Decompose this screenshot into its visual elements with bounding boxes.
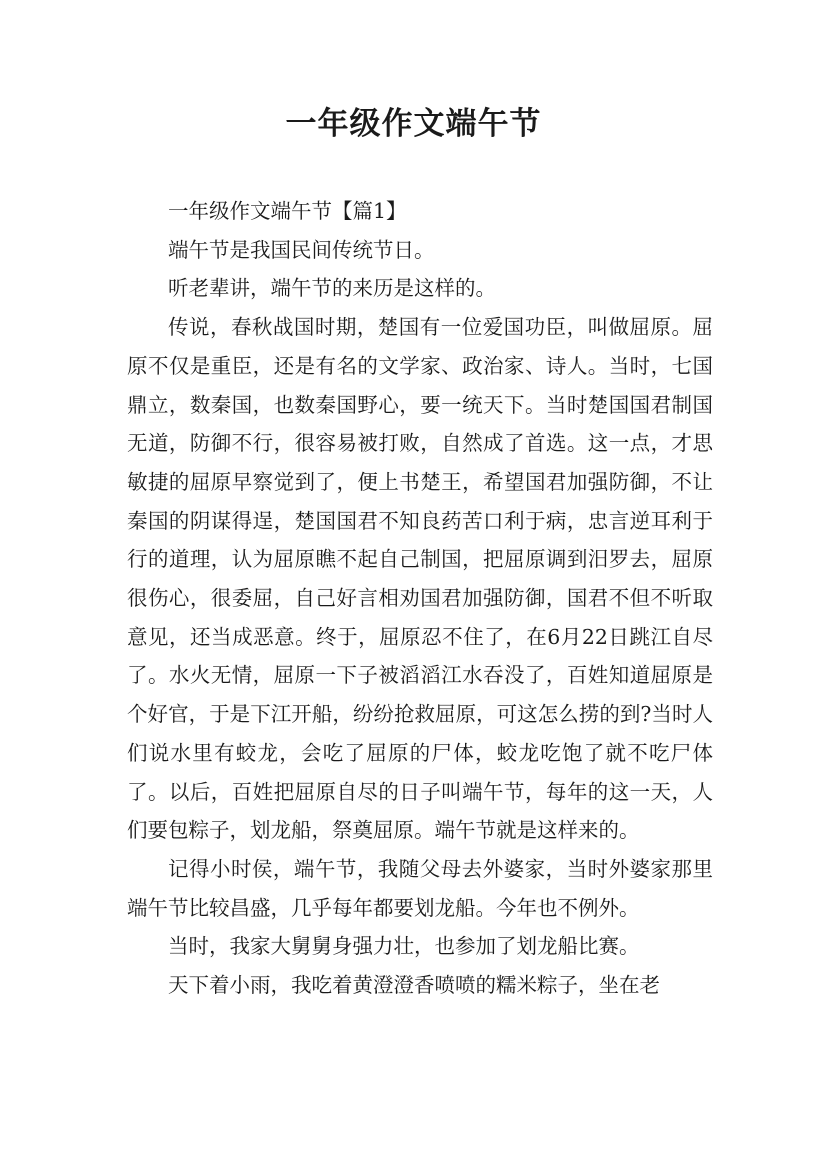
document-title: 一年级作文端午节 (285, 106, 542, 142)
paragraph: 端午节是我国民间传统节日。 (168, 237, 435, 262)
paragraph-heading: 一年级作文端午节【篇1】 (168, 199, 407, 223)
paragraph: 天下着小雨，我吃着黄澄澄香喷喷的糯米粽子，坐在老 (168, 973, 660, 998)
paragraph: 听老辈讲，端午节的来历是这样的。 (168, 276, 496, 301)
document-body (127, 192, 713, 1005)
paragraph: 记得小时侯，端午节，我随父母去外婆家，当时外婆家那里端午节比较昌盛，几乎每年都要划龙船。今年也不例外。 (127, 856, 713, 920)
paragraph: 当时，我家大舅舅身强力壮，也参加了划龙船比赛。 (168, 934, 640, 959)
paragraph: 传说，春秋战国时期，楚国有一位爱国功臣，叫做屈原。屈原不仅是重臣，还是有名的文学家、政治家、诗人。当时，七国鼎立，数秦国，也数秦国野心，要一统天下。当时楚国国君制国无道，防御不行，很容易被打败，自然成了首选。这一点，才思敏捷的屈原早察觉到了，便上书楚王，希望国君加强防御，不让秦国的阴谋得逞，楚国国君不知良药苦口利于病，忠言逆耳利于行的道理，认为屈原瞧不起自己制国，把屈原调到汨罗去，屈原很伤心，很委屈，自己好言相劝国君加强防御，国君不但不听取意见，还当成恶意。终于，屈原忍不住了，在6月22日跳江自尽了。水火无情，屈原一下子被滔滔江水吞没了，百姓知道屈原是个好官，于是下江开船，纷纷抢救屈原，可这怎么捞的到?当时人们说水里有蛟龙，会吃了屈原的尸体，蛟龙吃饱了就不吃尸体了。以后，百姓把屈原自尽的日子叫端午节，每年的这一天，人们要包粽子，划龙船，祭奠屈原。端午节就是这样来的。 (127, 315, 713, 843)
